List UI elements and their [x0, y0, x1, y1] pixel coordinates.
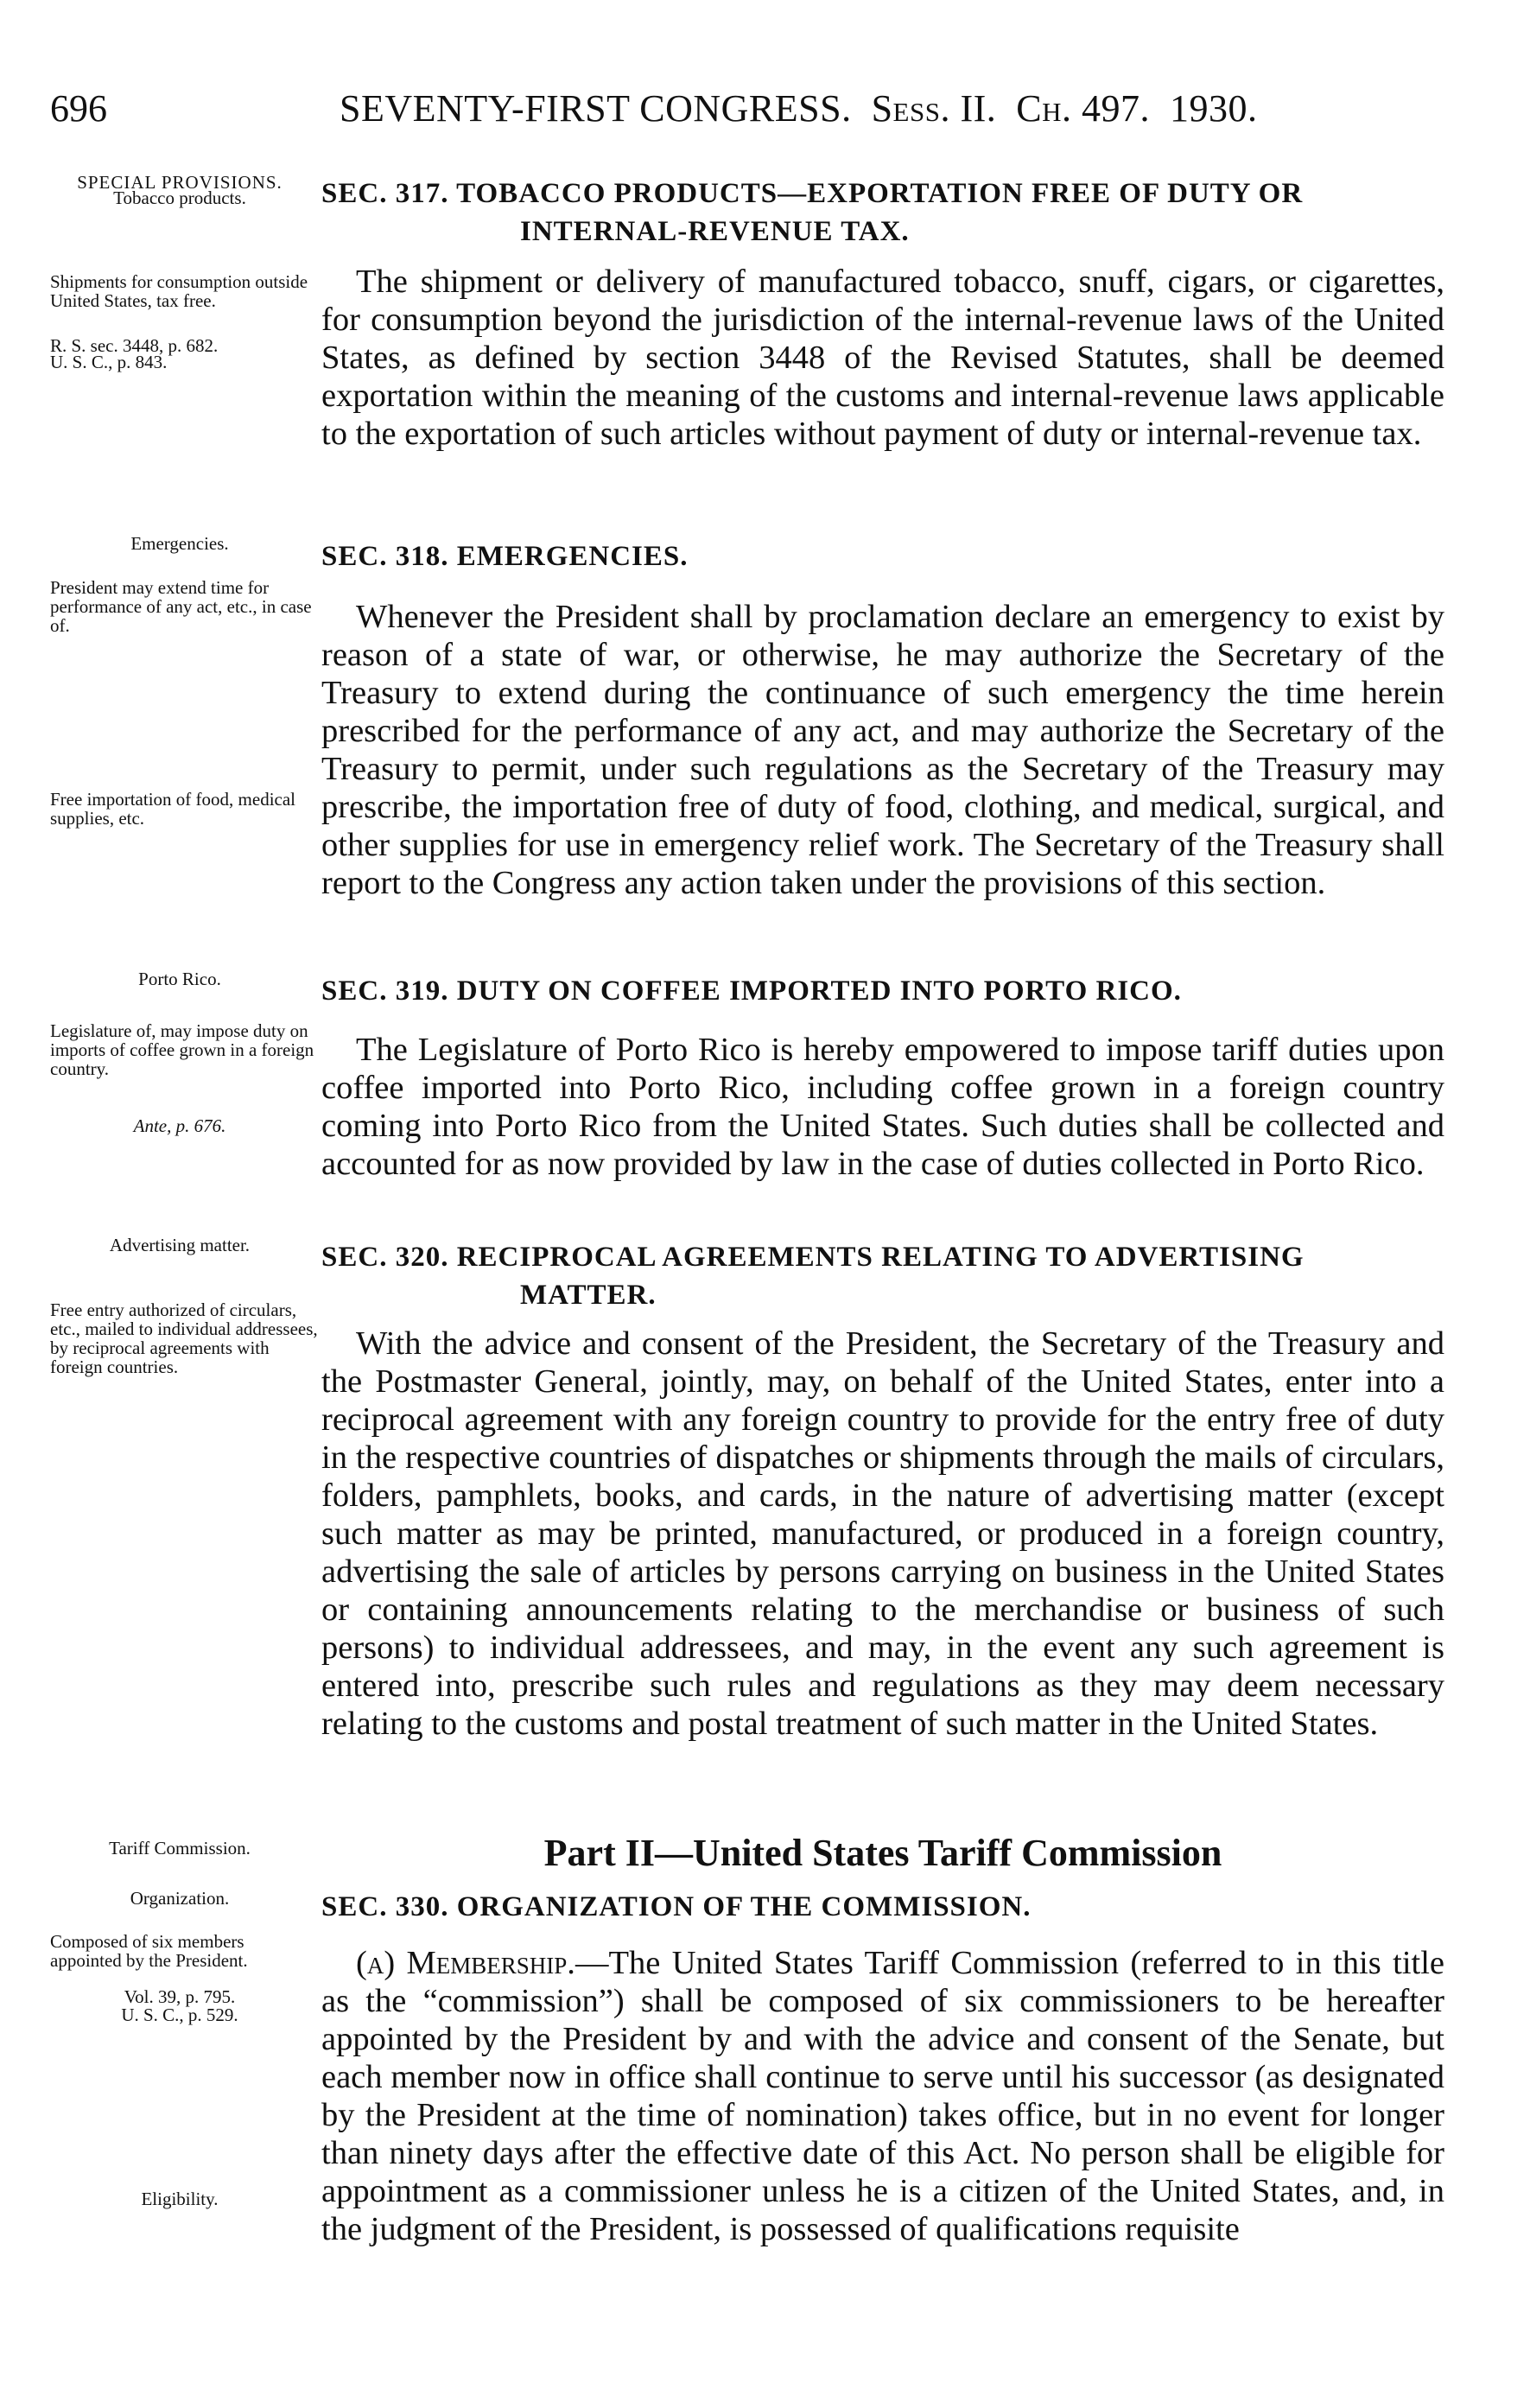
- page-header: [50, 86, 1432, 138]
- page-number: 696: [50, 87, 107, 130]
- margin-note-legislature: Legislature of, may impose duty on imports of coffee grown in a foreign country.: [50, 1020, 314, 1079]
- section-330-heading: SEC. 330. ORGANIZATION OF THE COMMISSION.: [321, 1891, 1032, 1922]
- margin-note-ante-cite: [50, 1116, 309, 1135]
- year-label: 1930.: [1170, 87, 1258, 130]
- chapter-label: Ch. 497.: [1016, 87, 1151, 130]
- section-319-heading: SEC. 319. DUTY ON COFFEE IMPORTED INTO PORTO RICO.: [321, 975, 1182, 1007]
- heading-line: INTERNAL-REVENUE TAX.: [520, 216, 910, 247]
- margin-note-composed: Composed of six members appointed by the President.: [50, 1931, 248, 1971]
- section-318-heading: SEC. 318. EMERGENCIES.: [321, 541, 689, 572]
- heading-line: MATTER.: [520, 1280, 657, 1311]
- margin-note-emergencies: Emergencies.: [130, 533, 229, 554]
- margin-note-text: SPECIAL PROVISIONS.: [77, 172, 283, 193]
- margin-note-shipments: Shipments for consumption outside United States, tax free.: [50, 271, 308, 311]
- margin-note-usc-cite-2: U. S. C., p. 529.: [121, 2005, 238, 2025]
- margin-note-porto-rico: Porto Rico.: [138, 969, 221, 989]
- margin-note-advertising: Advertising matter.: [109, 1235, 251, 1255]
- section-317-text: The shipment or delivery of manufactured tobacco, snuff, cigars, or cigarettes, for consumption beyond the jurisdiction of the internal-revenue laws of the United States, as defined by section 3448 of the Revised Statutes, shall be deemed exportation within the meaning of the customs and internal-revenue laws applicable to the exportation of such articles without payment of duty or internal-revenue tax.: [321, 264, 1444, 452]
- margin-note-text: Ante, p. 676.: [133, 1115, 226, 1136]
- section-317-heading: [321, 175, 1444, 251]
- section-319-text: The Legislature of Porto Rico is hereby empowered to impose tariff duties upon coffee imported into Porto Rico, including coffee grown in a foreign country coming into Porto Rico from the United States. Such duties shall be collected and accounted for as now provided by law in the case of duties collected in Porto Rico.: [321, 1032, 1444, 1182]
- margin-note-free-entry: Free entry authorized of circulars, etc., mailed to individual addressees, by reciprocal agreements with foreign countries.: [50, 1299, 318, 1377]
- margin-note-vol-cite: Vol. 39, p. 795.: [124, 1986, 236, 2007]
- heading-line: SEC. 320. RECIPROCAL AGREEMENTS RELATING TO ADVERTISING: [321, 1242, 1305, 1273]
- heading-line: SEC. 317. TOBACCO PRODUCTS—EXPORTATION FREE OF DUTY OR: [321, 178, 1304, 209]
- membership-label: (a) Membership.: [356, 1945, 575, 1981]
- section-330-text: [321, 1944, 1444, 2248]
- margin-note-eligibility: Eligibility.: [141, 2189, 219, 2209]
- margin-note-usc-cite: U. S. C., p. 843.: [50, 352, 168, 372]
- membership-text: —The United States Tariff Commission (referred to in this title as the “commission”) shall be composed of six commissioners to be hereafter appointed by the President by and with the advice and consent of the Senate, but each member now in office shall continue to serve until his successor (as designated by the President at the time of nomination) takes office, but in no event for longer than ninety days after the effective date of this Act. No person shall be eligible for appointment as a commissioner unless he is a citizen of the United States, and, in the judgment of the President, is possessed of qualifications requisite: [321, 1945, 1445, 2247]
- section-320-text: With the advice and consent of the President, the Secretary of the Treasury and the Postmaster General, jointly, may, on behalf of the United States, enter into a reciprocal agreement with any foreign country to provide for the entry free of duty in the respective countries of dispatches or shipments through the mails of circulars, folders, pamphlets, books, and cards, in the nature of advertising matter (except such matter as may be printed, manufactured, or produced in a foreign country, advertising the sale of articles by persons carrying on business in the United States or containing announcements relating to the merchandise or business of such persons) to individual addressees, and may, in the event any such agreement is entered into, prescribe such rules and regulations as they may deem necessary relating to the customs and postal treatment of such matter in the United States.: [321, 1325, 1444, 1742]
- part-2-heading: Part II—United States Tariff Commission: [543, 1832, 1222, 1874]
- margin-note-organization: Organization.: [130, 1888, 230, 1909]
- margin-note-president-extend: President may extend time for performance of any act, etc., in case of.: [50, 577, 312, 636]
- section-318-text: Whenever the President shall by proclamation declare an emergency to exist by reason of a state of war, or otherwise, he may authorize the Secretary of the Treasury to extend during the continuance of such emergency the time herein prescribed for the performance of any act, and may authorize the Secretary of the Treasury to permit, under such regulations as the Secretary of the Treasury may prescribe, the importation free of duty of food, clothing, and medical, surgical, and other supplies for use in emergency relief work. The Secretary of the Treasury shall report to the Congress any action taken under the provisions of this section.: [321, 599, 1444, 901]
- section-320-heading: [321, 1238, 1444, 1314]
- running-title: [340, 86, 1258, 130]
- congress-title: SEVENTY-FIRST CONGRESS.: [340, 87, 852, 130]
- session-label: Sess. II.: [871, 87, 997, 130]
- margin-note-free-importation: Free importation of food, medical supplies, etc.: [50, 789, 296, 829]
- margin-note-tobacco-products: Tobacco products.: [113, 187, 246, 208]
- margin-note-rs-cite: R. S. sec. 3448, p. 682.: [50, 335, 219, 356]
- margin-note-tariff-commission: Tariff Commission.: [109, 1838, 251, 1858]
